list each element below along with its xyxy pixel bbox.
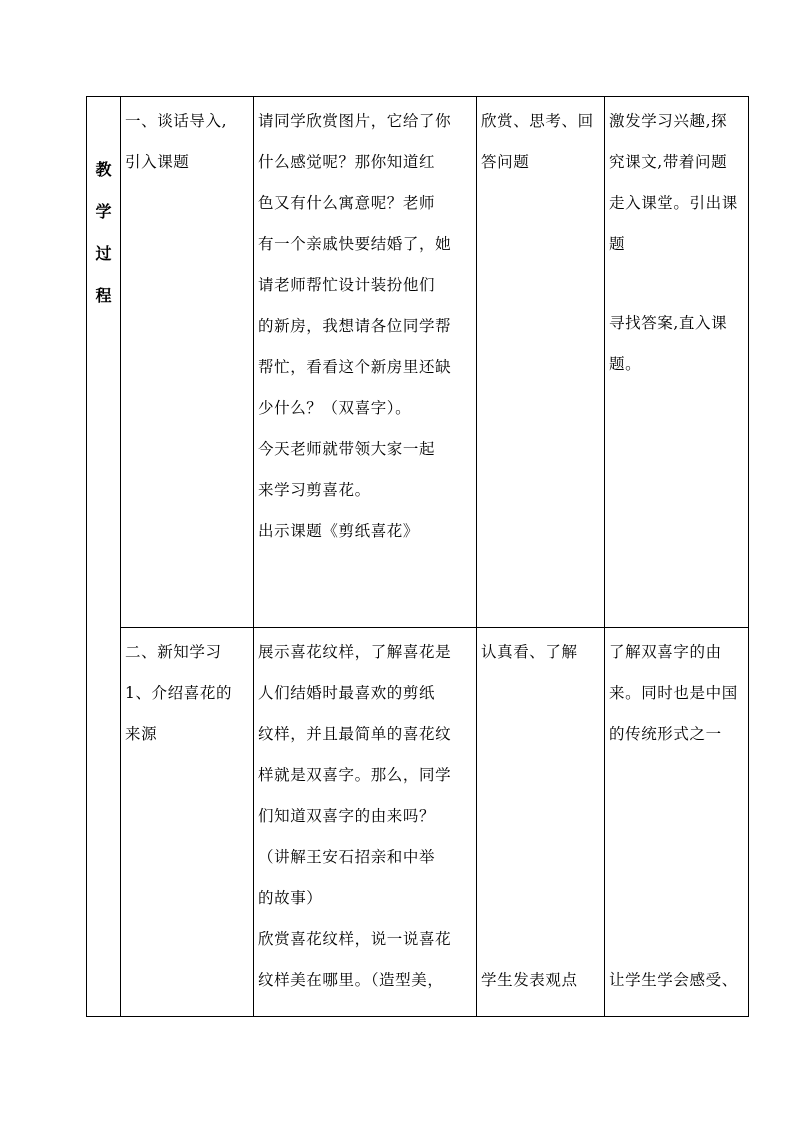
teacher-activity-cell xyxy=(254,97,477,628)
teacher-line: 请同学欣赏图片，它给了你 xyxy=(258,112,452,130)
teacher-line: 的故事） xyxy=(258,889,323,907)
step-line: 1、介绍喜花的 xyxy=(125,684,233,702)
side-label-char: 程 xyxy=(95,286,112,305)
student-activity-cell xyxy=(477,97,605,628)
design-intent-cell xyxy=(605,97,749,628)
teaching-process-label-cell xyxy=(87,97,121,1017)
step-line: 引入课题 xyxy=(125,153,190,171)
side-label-char: 过 xyxy=(95,244,112,263)
teacher-line: （讲解王安石招亲和中举 xyxy=(258,848,436,866)
teacher-line: 请老师帮忙设计装扮他们 xyxy=(258,276,436,294)
teacher-line: 纹样，并且最简单的喜花纹 xyxy=(258,725,452,743)
intent-line: 走入课堂。引出课 xyxy=(609,194,738,212)
student-line: 认真看、了解 xyxy=(481,643,578,661)
teacher-line: 色又有什么寓意呢？老师 xyxy=(258,194,436,212)
teacher-line: 来学习剪喜花。 xyxy=(258,481,371,499)
teacher-line: 少什么？（双喜字）。 xyxy=(258,399,412,417)
step-line: 一、谈话导入, xyxy=(125,112,228,130)
intent-line: 寻找答案,直入课 xyxy=(609,314,728,332)
student-line: 欣赏、思考、回 xyxy=(481,112,594,130)
step-cell xyxy=(121,97,254,628)
intent-line: 了解双喜字的由 xyxy=(609,643,722,661)
step-cell xyxy=(121,628,254,1017)
intent-line: 题。 xyxy=(609,355,642,373)
teacher-line: 什么感觉呢？那你知道红 xyxy=(258,153,436,171)
teacher-line: 人们结婚时最喜欢的剪纸 xyxy=(258,684,436,702)
teacher-line: 展示喜花纹样，了解喜花是 xyxy=(258,643,452,661)
teacher-line: 出示课题《剪纸喜花》 xyxy=(258,522,420,540)
lesson-plan-table xyxy=(86,96,749,1017)
intent-line: 让学生学会感受、 xyxy=(609,971,738,989)
intent-line: 激发学习兴趣,探 xyxy=(609,112,728,130)
teacher-line: 今天老师就带领大家一起 xyxy=(258,440,436,458)
teacher-line: 们知道双喜字的由来吗？ xyxy=(258,807,436,825)
intent-line: 来。同时也是中国 xyxy=(609,684,738,702)
intent-line: 的传统形式之一 xyxy=(609,725,722,743)
student-line: 答问题 xyxy=(481,153,530,171)
side-label-char: 教 xyxy=(95,160,112,179)
teaching-process-label xyxy=(87,97,120,317)
teacher-line: 有一个亲戚快要结婚了，她 xyxy=(258,235,452,253)
teacher-line: 欣赏喜花纹样，说一说喜花 xyxy=(258,930,452,948)
teacher-activity-cell xyxy=(254,628,477,1017)
teacher-line: 样就是双喜字。那么，同学 xyxy=(258,766,452,784)
side-label-char: 学 xyxy=(95,202,112,221)
student-line: 学生发表观点 xyxy=(481,971,578,989)
table-row-new-knowledge xyxy=(87,628,749,1017)
teacher-line: 帮忙，看看这个新房里还缺 xyxy=(258,358,452,376)
teacher-line: 纹样美在哪里。（造型美， xyxy=(258,971,444,989)
table-row-intro xyxy=(87,97,749,628)
step-line: 二、新知学习 xyxy=(125,643,222,661)
intent-line: 究课文,带着问题 xyxy=(609,153,728,171)
student-activity-cell xyxy=(477,628,605,1017)
design-intent-cell xyxy=(605,628,749,1017)
step-line: 来源 xyxy=(125,725,158,743)
teacher-line: 的新房，我想请各位同学帮 xyxy=(258,317,452,335)
intent-line: 题 xyxy=(609,235,626,253)
